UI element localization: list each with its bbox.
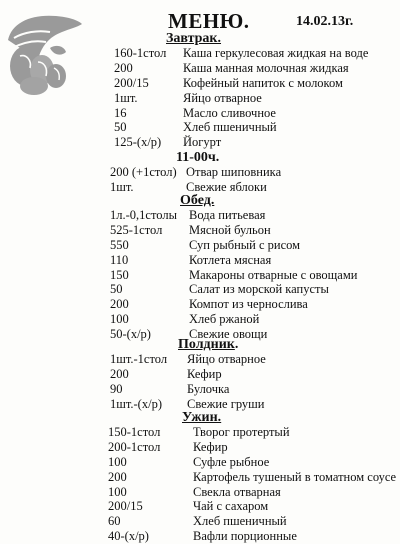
item-quantity: 1л.-0,1столы [110, 208, 177, 222]
item-name: Свежие груши [187, 396, 265, 411]
item-quantity: 50 [110, 282, 123, 297]
item-quantity: 1шт.-(х/р) [110, 396, 162, 411]
item-name: Картофель тушеный в томатном соусе [193, 469, 397, 484]
item-quantity: 50 [114, 120, 127, 135]
item-name: Суп рыбный с рисом [189, 237, 301, 252]
item-name: Салат из морской капусты [189, 282, 329, 297]
menu-item [0, 312, 400, 327]
menu-date: 14.02.13г. [296, 14, 354, 29]
menu-item [0, 61, 400, 76]
item-name: Макароны отварные с овощами [189, 267, 358, 282]
menu-item [0, 76, 400, 91]
menu-item [0, 165, 400, 180]
menu-item [0, 440, 400, 455]
section-snack-11 [0, 150, 400, 195]
item-quantity: 150-1стол [108, 425, 161, 439]
section-afternoon-snack [0, 337, 400, 412]
menu-item [0, 297, 400, 312]
item-quantity: 150 [110, 267, 129, 282]
item-quantity: 200 (+1стол) [110, 165, 177, 179]
item-name: Хлеб пшеничный [193, 514, 287, 529]
item-name: Котлета мясная [189, 252, 272, 267]
section-breakfast [0, 31, 400, 150]
item-name: Свежие яблоки [186, 179, 267, 194]
item-name: Компот из чернослива [189, 297, 308, 312]
item-quantity: 200/15 [114, 75, 149, 90]
section-title: 11-00ч. [176, 150, 220, 165]
menu-item [0, 106, 400, 121]
menu-item [0, 120, 400, 135]
item-quantity: 200 [114, 60, 133, 75]
menu-item [0, 499, 400, 514]
menu-item [0, 223, 400, 238]
menu-item [0, 208, 400, 223]
item-quantity: 160-1стол [114, 46, 167, 60]
item-name: Каша геркулесовая жидкая на воде [183, 46, 369, 60]
item-name: Отвар шиповника [186, 165, 282, 179]
item-quantity: 100 [108, 484, 127, 499]
item-name: Кофейный напиток с молоком [183, 75, 343, 90]
item-name: Кефир [187, 366, 222, 381]
menu-item [0, 382, 400, 397]
item-quantity: 1шт.-1стол [110, 352, 168, 366]
item-name: Хлеб ржаной [189, 312, 260, 327]
item-name: Каша манная молочная жидкая [183, 60, 349, 75]
item-quantity: 200 [110, 297, 129, 312]
item-quantity: 200 [108, 469, 127, 484]
item-quantity: 1шт. [110, 179, 134, 194]
item-name: Булочка [187, 381, 230, 396]
item-name: Мясной бульон [189, 222, 271, 237]
item-quantity: 90 [110, 381, 123, 396]
section-title: Обед. [180, 193, 215, 208]
item-name: Свежие овощи [189, 327, 268, 342]
menu-item [0, 282, 400, 297]
item-quantity: 50-(х/р) [110, 327, 151, 342]
item-quantity: 40-(х/р) [108, 529, 149, 544]
item-name: Хлеб пшеничный [183, 120, 277, 135]
item-quantity: 1шт. [114, 90, 138, 105]
item-quantity: 200 [110, 366, 129, 381]
section-title: Полдник. [178, 337, 239, 352]
item-quantity: 100 [108, 454, 127, 469]
menu-item [0, 268, 400, 283]
item-quantity: 200/15 [108, 499, 143, 514]
menu-item [0, 238, 400, 253]
item-name: Вода питьевая [189, 208, 266, 222]
item-quantity: 60 [108, 514, 121, 529]
menu-item [0, 367, 400, 382]
item-name: Масло сливочное [183, 105, 276, 120]
item-quantity: 100 [110, 312, 129, 327]
item-name: Суфле рыбное [193, 454, 270, 469]
section-title: Завтрак. [166, 31, 222, 46]
menu-item [0, 455, 400, 470]
item-quantity: 125-(х/р) [114, 135, 162, 150]
item-name: Творог протертый [193, 425, 290, 439]
menu-item [0, 485, 400, 500]
menu-item [0, 514, 400, 529]
item-quantity: 16 [114, 105, 127, 120]
menu-item [0, 135, 400, 150]
menu-item [0, 91, 400, 106]
page-title: МЕНЮ. [168, 9, 250, 33]
menu-item [0, 253, 400, 268]
section-title: Ужин. [182, 410, 222, 425]
item-name: Яйцо отварное [183, 90, 262, 105]
item-name: Кефир [193, 439, 228, 454]
item-quantity: 200-1стол [108, 439, 161, 454]
menu-item [0, 529, 400, 544]
section-dinner [0, 410, 400, 544]
item-quantity: 550 [110, 237, 129, 252]
item-quantity: 525-1стол [110, 222, 163, 237]
menu-item [0, 46, 400, 61]
item-name: Вафли порционные [193, 529, 297, 544]
section-lunch [0, 193, 400, 342]
menu-item [0, 425, 400, 440]
item-name: Чай с сахаром [193, 499, 269, 514]
item-quantity: 110 [110, 252, 129, 267]
menu-item [0, 470, 400, 485]
menu-item [0, 352, 400, 367]
item-name: Йогурт [183, 135, 222, 150]
item-name: Свекла отварная [193, 484, 281, 499]
item-name: Яйцо отварное [187, 352, 266, 366]
